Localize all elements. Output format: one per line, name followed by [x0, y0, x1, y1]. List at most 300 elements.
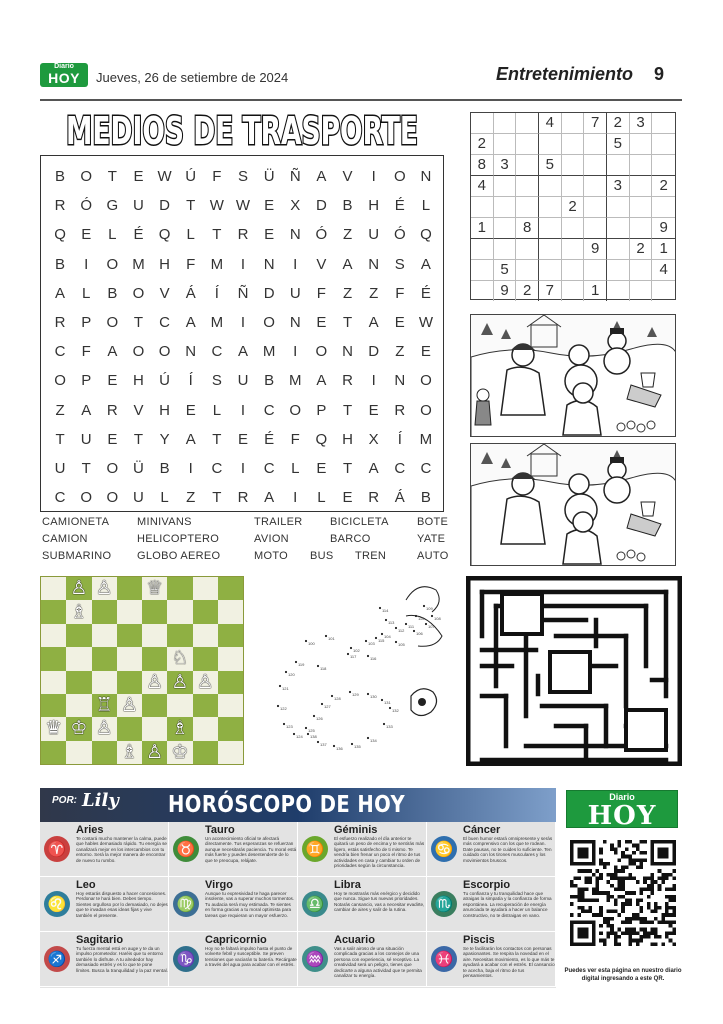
- wordsearch-letter: A: [420, 255, 431, 273]
- zodiac-icon: ♏: [431, 891, 457, 917]
- sudoku-cell: [516, 155, 539, 176]
- dot-number: 133: [386, 724, 393, 729]
- horoscope-sign-6: [298, 877, 427, 932]
- wordsearch-letter: O: [54, 372, 66, 390]
- wordsearch-letter: E: [264, 197, 275, 215]
- wordsearch-letter: Q: [420, 226, 432, 244]
- dot-number: 105: [398, 642, 405, 647]
- wordsearch-letter: G: [106, 197, 119, 215]
- wordsearch-letter: C: [211, 459, 223, 477]
- wordsearch-letter: R: [368, 489, 380, 507]
- chess-square: [218, 717, 243, 740]
- wordsearch-letter: M: [262, 343, 276, 361]
- wordsearch-letter: O: [393, 168, 406, 185]
- dot-number: 106: [416, 631, 423, 636]
- wordsearch-letter: Ú: [159, 372, 171, 390]
- sign-text: Hoy no te faltará impulso hasta el punto de volverte febril y susceptible. Se preven tensiones que vaciarán tu batería. Recárgate a través del agua para acabar con el estrés.: [205, 946, 297, 968]
- wordsearch-letter: R: [237, 226, 249, 244]
- dot-number: 127: [324, 704, 331, 709]
- sudoku-cell: 2: [607, 113, 630, 134]
- horoscope-sign-1: [169, 822, 298, 877]
- snow-scene-illustration: [471, 315, 676, 437]
- sudoku-cell: 7: [584, 113, 607, 134]
- dot-number: 124: [296, 734, 303, 739]
- chess-square: [92, 694, 117, 717]
- chess-square: [66, 671, 91, 694]
- wordsearch-letter: N: [289, 226, 301, 244]
- dot-number: 121: [282, 686, 289, 691]
- chess-square: [167, 741, 192, 764]
- wordsearch-letter: B: [420, 489, 431, 507]
- wordsearch-letter: R: [54, 313, 66, 331]
- wordsearch-letter: T: [342, 459, 353, 477]
- wordsearch-letter: O: [420, 401, 432, 419]
- wordsearch-letter: Z: [55, 401, 65, 419]
- sudoku-grid: [470, 112, 676, 300]
- sudoku-cell: [584, 197, 607, 218]
- chess-square: [142, 647, 167, 670]
- sign-text: Un acontecimiento oficial te afectará directamente. Tus esperanzas se refuerzan aunque necesitarás paciencia. Tu moral está más fuerte y puedes desentenderte de lo que te preocupa, relájate.: [205, 836, 297, 863]
- wordsearch-letter: O: [106, 255, 119, 273]
- sudoku-cell: [652, 197, 675, 218]
- wordsearch-letter: H: [133, 372, 144, 390]
- sign-name: Escorpio: [463, 879, 511, 891]
- dot-number: 101: [328, 636, 335, 641]
- dot: [381, 699, 383, 701]
- wordsearch-letter: O: [132, 343, 145, 361]
- chess-square: [193, 577, 218, 600]
- chess-square: [92, 741, 117, 764]
- sign-text: Aunque tu expresividad te haga parecer insolente, vas a superar muchos tormentos. Tu audacia será muy estimada. Te sientes en forma gracias a tu moral optimista para tareas que requieran un mayor esfuerzo.: [205, 891, 295, 918]
- wordsearch-word: HELICOPTERO: [137, 533, 220, 545]
- sudoku-cell: 3: [630, 113, 653, 134]
- horoscope-sign-3: [427, 822, 556, 877]
- wordsearch-letter: E: [342, 489, 353, 507]
- wordsearch-letter: R: [106, 401, 118, 419]
- wordsearch-letter: H: [159, 255, 171, 273]
- sudoku-cell: [652, 113, 675, 134]
- sudoku-cell: [562, 260, 585, 281]
- wordsearch-letter: N: [394, 372, 406, 390]
- wordsearch-letter: V: [133, 401, 144, 419]
- wordsearch-letter: S: [211, 372, 222, 390]
- dot-number: 100: [308, 641, 315, 646]
- wordsearch-letter: D: [159, 197, 171, 215]
- wordsearch-word: CAMIONETA: [42, 516, 110, 528]
- chess-square: [92, 647, 117, 670]
- chess-piece: ♗: [120, 741, 138, 763]
- dot: [367, 737, 369, 739]
- dot: [350, 647, 352, 649]
- sudoku-cell: [630, 218, 653, 239]
- wordsearch-letter: W: [209, 197, 224, 215]
- wordsearch-letter: Ü: [133, 459, 144, 477]
- wordsearch-letter: U: [368, 226, 380, 244]
- sign-text: Vas a salir airoso de una situación complicada gracias a los consejos de una persona con experiencia, sé receptivo. La creatividad será un peligro, tienes que dedicarte a alguna actividad que te permita canalizar tu energía.: [334, 946, 422, 979]
- chess-board: [40, 576, 244, 765]
- chess-square: [218, 671, 243, 694]
- sign-text: Hoy estarás dispuesto a hacer concesiones. Perdonar te hará bien. Debes tiempo. Sientes orgulloso por lo demasiado, no dejes que te invadan esas ideas fijas y vive también el presente.: [76, 891, 168, 918]
- sudoku-cell: [494, 176, 517, 197]
- wordsearch-letter: Í: [214, 284, 219, 302]
- wordsearch-letter: T: [107, 168, 117, 185]
- wordsearch-letter: E: [81, 226, 92, 244]
- sign-text: Tu fuerza mental está en auge y te da un impulso prometedor. Haréis que tu entorno también lo disfrute. A tu alrededor hay demasiado estrés y es lo que te pone límites. Busca la tranquilidad y la paz mental.: [76, 946, 168, 973]
- wordsearch-letter: C: [263, 401, 275, 419]
- sudoku-cell: [607, 281, 630, 301]
- horoscope-sign-2: [298, 822, 427, 877]
- wordsearch-letter: Ú: [185, 168, 197, 185]
- dot: [413, 630, 415, 632]
- wordsearch-letter: T: [342, 313, 353, 331]
- chess-square: [117, 624, 142, 647]
- wordsearch-letter: N: [420, 168, 432, 185]
- sudoku-cell: [652, 155, 675, 176]
- wordsearch-letter: L: [317, 489, 326, 507]
- wordsearch-letter: I: [188, 459, 193, 477]
- dot-number: 122: [280, 706, 287, 711]
- wordsearch-letter: R: [394, 401, 406, 419]
- sudoku-cell: 5: [539, 155, 562, 176]
- sudoku-cell: 1: [584, 281, 607, 301]
- wordsearch-letter: B: [342, 197, 353, 215]
- logo-big-text: HOY: [587, 801, 657, 831]
- chess-square: [117, 694, 142, 717]
- dot-number: 126: [316, 716, 323, 721]
- dot: [389, 707, 391, 709]
- wordsearch-letter: H: [368, 197, 380, 215]
- zodiac-icon: ♎: [302, 891, 328, 917]
- wordsearch-letter: V: [342, 168, 353, 185]
- wordsearch-letter: P: [316, 401, 327, 419]
- wordsearch-letter: C: [420, 459, 432, 477]
- zodiac-icon: ♒: [302, 946, 328, 972]
- dot: [405, 623, 407, 625]
- wordsearch-letter: O: [80, 168, 93, 185]
- zodiac-icon: ♉: [173, 836, 199, 862]
- dot-number: 110: [418, 616, 425, 621]
- sudoku-cell: [471, 260, 494, 281]
- chess-square: [193, 600, 218, 623]
- page-number: 9: [654, 64, 665, 84]
- sign-name: Cáncer: [463, 824, 501, 836]
- wordsearch-letter: I: [371, 168, 376, 185]
- sudoku-cell: 4: [471, 176, 494, 197]
- wordsearch-letter: T: [212, 226, 222, 244]
- chess-square: [117, 741, 142, 764]
- wordsearch-letter: Ñ: [289, 168, 301, 185]
- sudoku-cell: [652, 134, 675, 155]
- wordsearch-letter: H: [342, 430, 353, 448]
- dot-number: 128: [334, 696, 341, 701]
- wordsearch-word: YATE: [417, 533, 446, 545]
- wordsearch-letter: Q: [315, 430, 328, 448]
- wordsearch-letter: E: [237, 430, 248, 448]
- wordsearch-letter: E: [316, 313, 327, 331]
- chess-square: [193, 671, 218, 694]
- chess-square: [167, 600, 192, 623]
- sudoku-cell: [584, 176, 607, 197]
- dot: [285, 671, 287, 673]
- wordsearch-letter: F: [316, 284, 326, 302]
- dot: [325, 635, 327, 637]
- sign-name: Géminis: [334, 824, 378, 836]
- wordsearch-word: MOTO: [254, 550, 288, 562]
- wordsearch-letter: L: [82, 284, 91, 302]
- chess-square: [66, 647, 91, 670]
- sign-text: Tu confianza y tu tranquilidad hace que atraigas la simpatía y la confianza de forma espontánea. La recuperación de energía anunciada te ayudará a hacer un balance constructivo, no te distraigas en vano.: [463, 891, 552, 918]
- chess-square: [117, 671, 142, 694]
- chess-square: [142, 694, 167, 717]
- horoscope-sign-10: [298, 932, 427, 987]
- wordsearch-title: [62, 104, 422, 154]
- wordsearch-letter: Í: [397, 430, 402, 448]
- sudoku-cell: [562, 113, 585, 134]
- wordsearch-letter: N: [263, 255, 275, 273]
- wordsearch-letter: E: [394, 313, 405, 331]
- chess-piece: ♖: [95, 695, 113, 717]
- chess-square: [92, 717, 117, 740]
- wordsearch-letter: A: [55, 284, 66, 302]
- wordsearch-word: CAMION: [42, 533, 88, 545]
- wordsearch-letter: I: [371, 372, 376, 390]
- chess-square: [218, 577, 243, 600]
- chess-square: [167, 577, 192, 600]
- wordsearch-letter: É: [394, 197, 405, 215]
- dot: [321, 703, 323, 705]
- horoscope-sign-8: [40, 932, 169, 987]
- dot-number: 129: [352, 692, 359, 697]
- qr-code[interactable]: [570, 840, 676, 946]
- horoscope-sign-7: [427, 877, 556, 932]
- zodiac-icon: ♑: [173, 946, 199, 972]
- wordsearch-letter: E: [264, 226, 275, 244]
- horoscope-title: HORÓSCOPO DE HOY: [168, 792, 406, 818]
- chess-square: [92, 600, 117, 623]
- sudoku-cell: [471, 281, 494, 301]
- wordsearch-letter: Í: [188, 372, 193, 390]
- dot-number: 117: [350, 654, 357, 659]
- sudoku-cell: [630, 155, 653, 176]
- chess-piece: ♙: [146, 671, 164, 693]
- wordsearch-word: BARCO: [330, 533, 371, 545]
- issue-date: Jueves, 26 de setiembre de 2024: [96, 70, 289, 85]
- chess-square: [66, 600, 91, 623]
- dot-number: 135: [354, 744, 361, 749]
- chess-square: [41, 647, 66, 670]
- wordsearch-letter: L: [108, 226, 117, 244]
- chess-piece: ♙: [196, 671, 214, 693]
- dot: [395, 641, 397, 643]
- wordsearch-letter: O: [263, 313, 275, 331]
- chess-square: [41, 741, 66, 764]
- wordsearch-letter: M: [289, 372, 302, 390]
- wordsearch-letter: U: [133, 197, 144, 215]
- wordsearch-letter: I: [240, 313, 246, 331]
- dot-number: 132: [392, 708, 399, 713]
- wordsearch-letter: W: [235, 197, 251, 215]
- maze-puzzle: [466, 576, 682, 766]
- dot: [295, 661, 297, 663]
- sudoku-cell: [494, 113, 517, 134]
- sudoku-cell: 4: [652, 260, 675, 281]
- sudoku-cell: [607, 197, 630, 218]
- wordsearch-letter: B: [159, 459, 170, 477]
- wordsearch-letter: C: [263, 459, 275, 477]
- wordsearch-word: AVION: [254, 533, 289, 545]
- dot-number: 111: [408, 624, 415, 629]
- wordsearch-letter: E: [316, 459, 327, 477]
- sudoku-cell: 9: [494, 281, 517, 301]
- wordsearch-letter: Z: [395, 343, 405, 361]
- wordsearch-letter: E: [107, 372, 118, 390]
- wordsearch-letter: L: [291, 459, 300, 477]
- sudoku-cell: [516, 197, 539, 218]
- sudoku-cell: [584, 155, 607, 176]
- wordsearch-letter: P: [81, 313, 92, 331]
- wordsearch-letter: Ü: [263, 168, 275, 185]
- sudoku-cell: [562, 176, 585, 197]
- chess-square: [218, 741, 243, 764]
- wordsearch-letter: A: [81, 401, 92, 419]
- chess-piece: ♙: [95, 718, 113, 740]
- sudoku-cell: [539, 260, 562, 281]
- wordsearch-letter: M: [210, 313, 224, 331]
- wordsearch-letter: L: [160, 489, 169, 507]
- wordsearch-letter: T: [55, 430, 65, 448]
- chess-square: [92, 577, 117, 600]
- dot: [385, 619, 387, 621]
- chess-square: [193, 694, 218, 717]
- sudoku-cell: [562, 155, 585, 176]
- wordsearch-letter: U: [54, 459, 66, 477]
- chess-square: [167, 624, 192, 647]
- dot: [379, 607, 381, 609]
- dot-number: 136: [336, 746, 343, 751]
- chess-square: [167, 717, 192, 740]
- horoscope-sign-11: [427, 932, 556, 987]
- wordsearch-letter: D: [368, 343, 380, 361]
- wordsearch-letter: N: [342, 343, 353, 361]
- sudoku-cell: [630, 260, 653, 281]
- dot: [395, 627, 397, 629]
- dot: [317, 665, 319, 667]
- chess-square: [41, 577, 66, 600]
- sudoku-cell: [562, 218, 585, 239]
- chess-square: [167, 647, 192, 670]
- sudoku-cell: [516, 176, 539, 197]
- chess-square: [142, 671, 167, 694]
- zodiac-icon: ♊: [302, 836, 328, 862]
- wordsearch-letter: Y: [159, 430, 170, 448]
- wordsearch-letter: O: [106, 489, 119, 507]
- chess-square: [193, 717, 218, 740]
- wordsearch-letter: Ó: [80, 197, 93, 215]
- wordsearch-letter: B: [107, 284, 118, 302]
- chess-square: [66, 741, 91, 764]
- wordsearch-letter: R: [342, 372, 353, 390]
- chess-square: [193, 647, 218, 670]
- horoscope-grid: [40, 822, 556, 988]
- wordsearch-letter: S: [237, 168, 248, 185]
- dot-number: 138: [310, 734, 317, 739]
- wordsearch-letter: S: [394, 255, 405, 273]
- wordsearch-letter: N: [289, 313, 301, 331]
- wordsearch-letter: B: [55, 168, 66, 185]
- wordsearch-letter: D: [315, 197, 327, 215]
- chess-piece: ♙: [70, 578, 88, 600]
- dot-number: 123: [286, 724, 293, 729]
- chess-piece: ♙: [171, 671, 189, 693]
- horoscope-sign-5: [169, 877, 298, 932]
- snow-scene-illustration-2: [471, 444, 676, 566]
- sudoku-cell: 3: [607, 176, 630, 197]
- dot-number: 119: [298, 662, 305, 667]
- sudoku-cell: 5: [607, 134, 630, 155]
- wordsearch-letter: E: [368, 401, 379, 419]
- sign-text: Te costará mucho mantener la calma, puede que hables demasiado rápido. Tu energía se canalizará mejor en los intercambios con tu entorno. Será la mejor manera de encontrar de nuevo tu rumbo.: [76, 836, 167, 863]
- wordsearch-letter: Z: [186, 489, 196, 507]
- wordsearch-letter: O: [315, 343, 328, 361]
- sudoku-cell: 1: [652, 239, 675, 260]
- wordsearch-letter: R: [54, 197, 66, 215]
- sudoku-cell: [584, 218, 607, 239]
- sudoku-cell: [607, 155, 630, 176]
- dot-number: 104: [384, 634, 391, 639]
- sudoku-cell: [539, 134, 562, 155]
- chess-square: [41, 694, 66, 717]
- sign-name: Virgo: [205, 879, 233, 891]
- wordsearch-letter: O: [80, 489, 93, 507]
- wordsearch-letter: W: [157, 168, 172, 185]
- sudoku-cell: 2: [471, 134, 494, 155]
- wordsearch-letter: N: [185, 343, 197, 361]
- wordsearch-letter: Á: [185, 284, 196, 302]
- zodiac-icon: ♋: [431, 836, 457, 862]
- chess-piece: ♗: [70, 601, 88, 623]
- horoscope-author: Lily: [82, 790, 119, 811]
- dot-number: 118: [320, 666, 327, 671]
- wordsearch-letter: C: [54, 343, 66, 361]
- dot: [367, 693, 369, 695]
- sudoku-cell: 8: [516, 218, 539, 239]
- sudoku-cell: 2: [652, 176, 675, 197]
- chess-square: [218, 600, 243, 623]
- chess-square: [66, 717, 91, 740]
- dot-number: 109: [426, 606, 433, 611]
- chess-square: [142, 577, 167, 600]
- wordsearch-letter: É: [264, 430, 275, 448]
- sign-name: Acuario: [334, 934, 375, 946]
- wordsearch-letter: Q: [158, 226, 171, 244]
- sudoku-cell: 8: [471, 155, 494, 176]
- chess-piece: ♔: [171, 741, 189, 763]
- dot-number: 107: [428, 624, 435, 629]
- flower-center: [418, 698, 426, 706]
- wordsearch-letter: T: [212, 489, 222, 507]
- horoscope-sign-9: [169, 932, 298, 987]
- wordsearch-letter: T: [342, 401, 353, 419]
- wordsearch-letter: Z: [369, 284, 379, 302]
- wordsearch-title-text: MEDIOS DE TRASPORTE: [66, 109, 418, 153]
- sudoku-cell: [539, 239, 562, 260]
- dot-number: 130: [370, 694, 377, 699]
- wordsearch-letter: O: [132, 284, 145, 302]
- sign-name: Libra: [334, 879, 361, 891]
- sudoku-cell: [516, 239, 539, 260]
- wordsearch-letter: H: [159, 401, 171, 419]
- sign-text: El buen humor estará omnipresente y serás más comprensivo con los que te rodean. Date pausas, no te cuides lo suficiente. Ten cuidado con los tirones musculares y los movimientos bruscos.: [463, 836, 553, 863]
